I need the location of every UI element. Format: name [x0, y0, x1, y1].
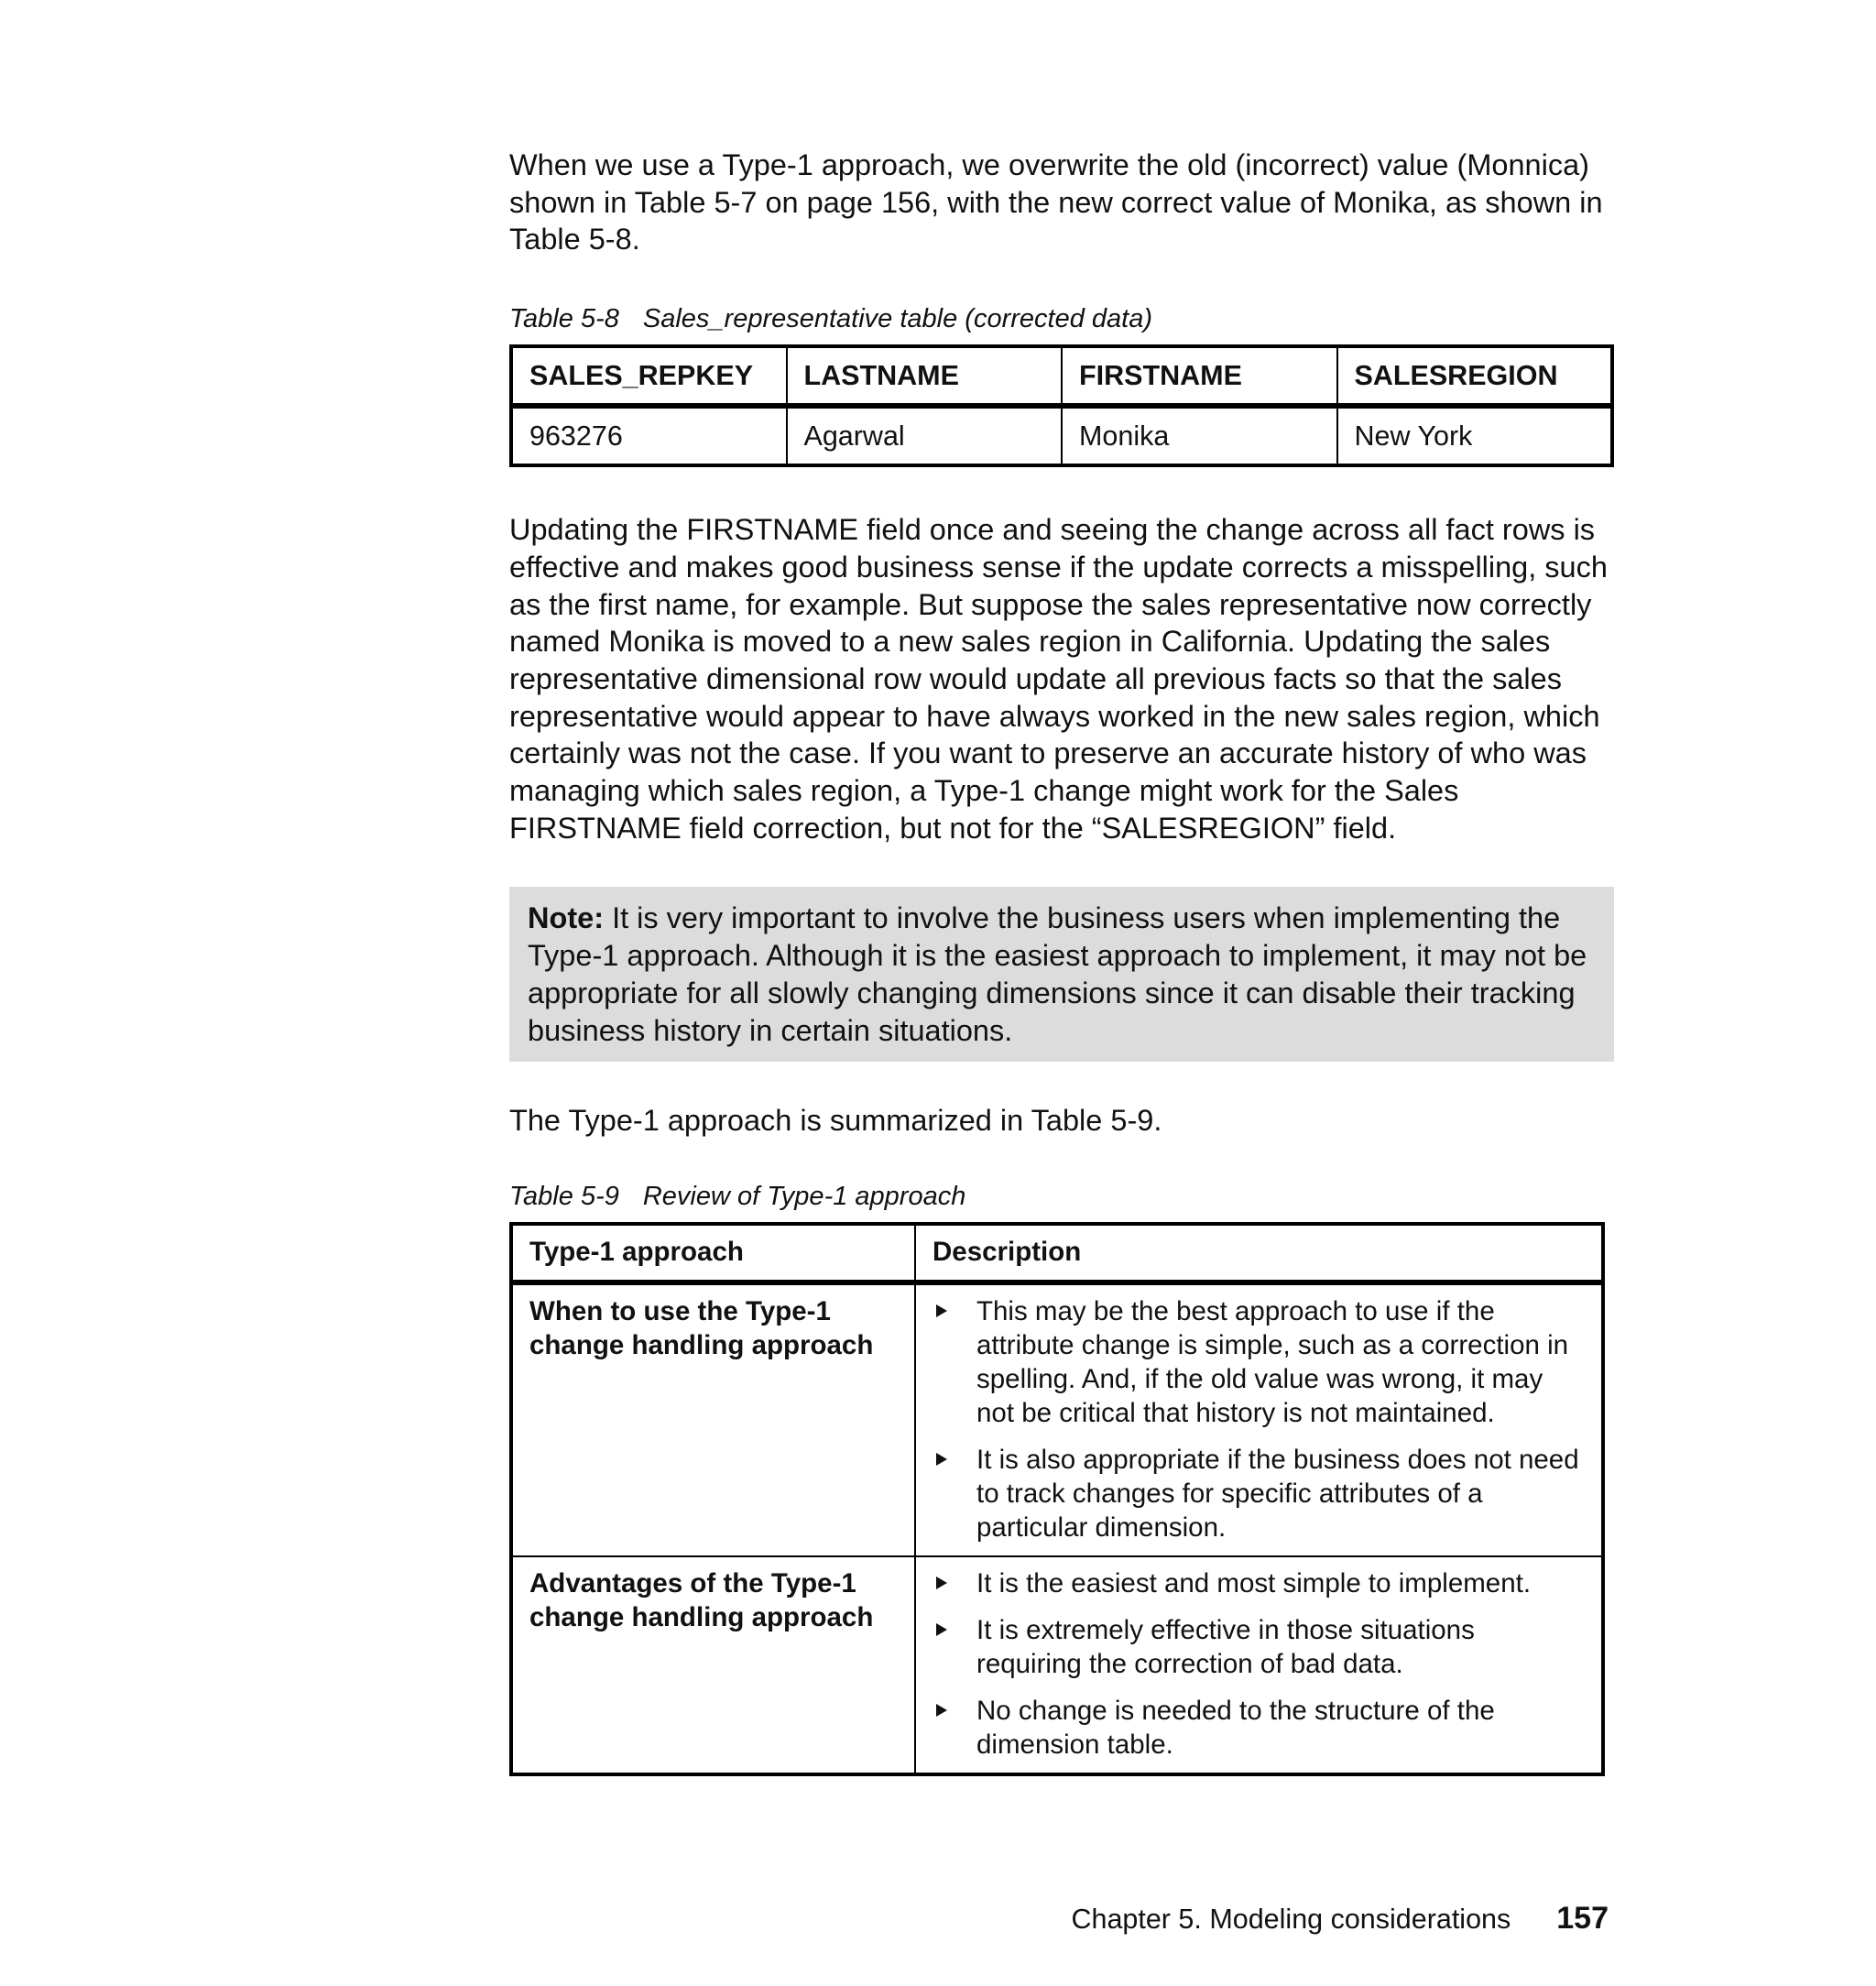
note-box: [509, 887, 1614, 1062]
bullet-list: [933, 1294, 1585, 1544]
column-header: Type-1 approach: [511, 1224, 915, 1282]
intro-paragraph: When we use a Type-1 approach, we overwrite the old (incorrect) value (Monnica) shown in Table 5-7 on page 156, with the new correct value of Monika, as shown in Table 5-8.: [509, 148, 1603, 256]
list-item-text: It is the easiest and most simple to implement.: [976, 1567, 1532, 1599]
table-5-9-caption-number: Table 5-9: [509, 1181, 619, 1211]
triangle-bullet-icon: [936, 1453, 947, 1466]
table-cell: Monika: [1062, 406, 1337, 465]
list-item-text: This may be the best approach to use if the attribute change is simple, such as a correction in spelling. And, if the old value was wrong, it may not be critical that history is not maintained.: [976, 1295, 1569, 1428]
table-5-9-caption: [509, 1180, 1614, 1213]
table-header-row: [511, 346, 1612, 406]
column-header: FIRSTNAME: [1062, 346, 1337, 406]
table-5-8-caption-title: Sales_representative table (corrected data): [642, 304, 1152, 334]
table-row: [511, 1282, 1603, 1556]
list-item: [933, 1443, 1585, 1544]
list-item-text: It is also appropriate if the business does not need to track changes for specific attributes of a particular dimension.: [976, 1444, 1579, 1543]
row-label: When to use the Type-1 change handling approach: [511, 1282, 915, 1556]
note-body: It is very important to involve the business users when implementing the Type-1 approach. Although it is the easiest approach to implement, it may not be appropriate for all slowly changing dimensions since it can disable their tracking business history in certain situations.: [528, 901, 1587, 1047]
list-item: [933, 1613, 1585, 1681]
table-cell: Agarwal: [787, 406, 1063, 465]
table-cell: New York: [1337, 406, 1613, 465]
row-label: Advantages of the Type-1 change handling approach: [511, 1556, 915, 1774]
triangle-bullet-icon: [936, 1704, 947, 1717]
table-cell: 963276: [511, 406, 787, 465]
table-5-9-caption-title: Review of Type-1 approach: [642, 1181, 966, 1211]
table-row: [511, 406, 1612, 465]
note-text: [528, 900, 1596, 1049]
chapter-title: Chapter 5. Modeling considerations: [1071, 1904, 1511, 1935]
column-header: SALES_REPKEY: [511, 346, 787, 406]
type-1-review-table: [509, 1222, 1605, 1776]
page-content: [509, 147, 1614, 1776]
list-item-text: It is extremely effective in those situations requiring the correction of bad data.: [976, 1614, 1475, 1679]
list-item-text: No change is needed to the structure of the dimension table.: [976, 1695, 1495, 1760]
table-5-8-caption: [509, 302, 1614, 335]
column-header: LASTNAME: [787, 346, 1063, 406]
list-item: [933, 1294, 1585, 1430]
triangle-bullet-icon: [936, 1623, 947, 1636]
list-item: [933, 1694, 1585, 1762]
page-footer: [1071, 1900, 1609, 1937]
table-5-8-caption-number: Table 5-8: [509, 304, 619, 334]
update-paragraph: Updating the FIRSTNAME field once and seeing the change across all fact rows is effective and makes good business sense if the update corrects a misspelling, such as the first name, for example. But suppose the sales representative now correctly named Monika is moved to a new sales region in California. Updating the sales representative dimensional row would update all previous facts so that the sales representative would appear to have always worked in the new sales region, which certainly was not the case. If you want to preserve an accurate history of who was managing which sales region, a Type-1 change might work for the Sales FIRSTNAME field correction, but not for the “SALESREGION” field.: [509, 513, 1608, 845]
note-label: Note:: [528, 901, 605, 935]
column-header: Description: [915, 1224, 1603, 1282]
list-item: [933, 1566, 1585, 1600]
column-header: SALESREGION: [1337, 346, 1613, 406]
table-header-row: [511, 1224, 1603, 1282]
page-number: 157: [1556, 1901, 1609, 1936]
summary-paragraph: The Type-1 approach is summarized in Table 5-9.: [509, 1104, 1162, 1138]
bullet-list: [933, 1566, 1585, 1762]
description-cell: [915, 1282, 1603, 1556]
triangle-bullet-icon: [936, 1304, 947, 1317]
table-row: [511, 1556, 1603, 1774]
sales-representative-table: [509, 344, 1614, 467]
triangle-bullet-icon: [936, 1577, 947, 1589]
description-cell: [915, 1556, 1603, 1774]
